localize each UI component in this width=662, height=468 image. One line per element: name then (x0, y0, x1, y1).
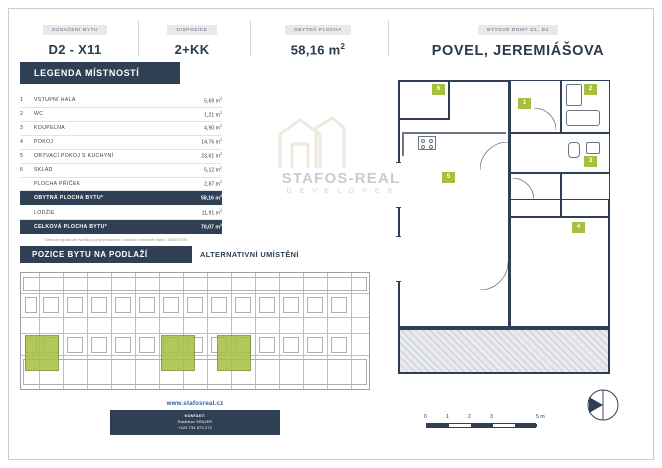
header-layout-value: 2+KK (174, 42, 210, 57)
table-row (20, 149, 222, 163)
footer-contact-label: KONTAKT: (184, 414, 206, 418)
legend-row-name: SKLAD (34, 163, 183, 177)
footer-contact (95, 400, 295, 435)
plan-shower-icon (566, 84, 582, 106)
table-row (20, 135, 222, 149)
legend-row-area: 4,90 $m^2$ (183, 121, 222, 135)
legend-row-num: 6 (20, 163, 34, 177)
header-unit-label: OZNAČENÍ BYTU (43, 25, 107, 35)
header-layout (142, 18, 242, 58)
floor-diagram-alt-unit[interactable] (217, 335, 251, 371)
header-building-label: BYTOVÉ DOMY D1, D2 (478, 25, 558, 35)
legend-row-area: 5,12 $m^2$ (183, 163, 222, 177)
floor-diagram-grid (21, 273, 369, 389)
legend-total-name: CELKOVÁ PLOCHA BYTU* (34, 220, 183, 234)
watermark-subtitle: D E V E L O P E R (286, 188, 396, 195)
legend-total-area: 70,07 $m^2$ (183, 220, 222, 234)
position-title: POZICE BYTU NA PODLAŽÍ (20, 246, 192, 263)
scale-tick-2: 2 (468, 414, 471, 420)
header-area-value: 58,16 $m^2$ (290, 42, 346, 58)
header-band (20, 18, 642, 58)
scale-tick-4: 5 m (536, 414, 545, 420)
scale-tick-0: 0 (424, 414, 427, 420)
plan-loggia-hatch (400, 330, 608, 372)
legend-row-area: 1,21 $m^2$ (183, 107, 222, 121)
legend-balcony-area: 11,91 $m^2$ (183, 206, 222, 220)
legend-row-num: 4 (20, 135, 34, 149)
plan-internal-wall-h3 (508, 216, 610, 218)
plan-kitchen-counter (402, 132, 506, 134)
position-alternative-label: ALTERNATIVNÍ UMÍSTĚNÍ (200, 250, 299, 259)
legend-row-area: 14,76 $m^2$ (183, 135, 222, 149)
plan-room-number-3: 3 (584, 156, 597, 167)
header-building (394, 18, 642, 58)
legend-row-name: WC (34, 107, 183, 121)
scale-bar (418, 414, 578, 434)
legend-balcony-num (20, 206, 34, 220)
plan-storage-wall-v (448, 80, 450, 120)
table-row (20, 177, 222, 191)
legend-note: *Zahrnuje výpočtu dle vyhlášky plochy je stanoven v souladu s nařízením vlády č. 366/2013 Sb. (44, 237, 189, 242)
plan-internal-wall-v3 (560, 174, 562, 218)
footer-contact-phone[interactable]: +420 734 873 272 (178, 426, 212, 430)
legend-row-area: 5,69 $m^2$ (183, 94, 222, 107)
legend-row-name: PLOCHA PŘÍČEK (34, 177, 183, 191)
table-row (20, 163, 222, 177)
plan-internal-wall-v2 (560, 80, 562, 134)
table-row (20, 121, 222, 135)
header-layout-label: DISPOZICE (167, 25, 216, 35)
plan-burner-icon (429, 145, 433, 149)
header-building-value: POVEL, JEREMIÁŠOVA (431, 43, 605, 59)
header-unit-value: D2 - X11 (48, 42, 102, 57)
floor-diagram-selected-unit[interactable] (25, 335, 59, 371)
plan-door-arc-icon (480, 262, 508, 290)
header-area-label: OBYTNÁ PLOCHA (285, 25, 351, 35)
plan-room-number-1: 1 (518, 98, 531, 109)
plan-internal-wall-h2 (508, 172, 610, 174)
plan-burner-icon (429, 139, 433, 143)
header-divider-3 (388, 20, 389, 56)
plan-room-number-6: 6 (432, 84, 445, 95)
footer-website-link[interactable]: www.stafosreal.cz (166, 400, 224, 407)
header-divider-1 (138, 20, 139, 56)
watermark-title: STAFOS-REAL (281, 170, 401, 187)
plan-kitchen-side (402, 134, 404, 156)
compass-icon (586, 388, 620, 422)
legend-row-num (20, 177, 34, 191)
legend-row-name: OBÝVACÍ POKOJ S KUCHYNÍ (34, 149, 183, 163)
legend-row-name: KOUPELNA (34, 121, 183, 135)
legend-balcony-row (20, 206, 222, 220)
header-divider-2 (250, 20, 251, 56)
legend-summary-num (20, 191, 34, 206)
legend-row-area: 23,61 $m^2$ (183, 149, 222, 163)
legend-total-row (20, 220, 222, 234)
legend-title: LEGENDA MÍSTNOSTÍ (20, 62, 180, 84)
legend-summary-row (20, 191, 222, 206)
plan-bathtub-icon (566, 110, 600, 126)
table-row (20, 94, 222, 107)
legend-row-num: 2 (20, 107, 34, 121)
plan-door-arc-icon (480, 142, 508, 170)
legend-row-num: 3 (20, 121, 34, 135)
table-row (20, 107, 222, 121)
header-unit (20, 18, 130, 58)
legend-row-name: VSTUPNÍ HALA (34, 94, 183, 107)
plan-burner-icon (421, 145, 425, 149)
position-bar (20, 246, 350, 263)
plan-toilet-icon (568, 142, 580, 158)
plan-room-number-4: 4 (572, 222, 585, 233)
header-area (256, 18, 380, 58)
legend-balcony-name: LODŽIE (34, 206, 183, 220)
legend-row-name: POKOJ (34, 135, 183, 149)
floor-diagram-alt-unit[interactable] (161, 335, 195, 371)
plan-door-arc-icon (512, 178, 534, 200)
plan-storage-wall-h (398, 118, 450, 120)
legend-table (20, 94, 222, 234)
plan-window (396, 162, 401, 208)
legend-row-num: 1 (20, 94, 34, 107)
scale-bar-track (426, 423, 536, 428)
plan-sink-icon (586, 142, 600, 154)
legend-summary-name: OBYTNÁ PLOCHA BYTU* (34, 191, 183, 206)
plan-internal-wall-h1 (508, 132, 610, 134)
legend-row-num: 5 (20, 149, 34, 163)
plan-door-arc-icon (534, 108, 556, 130)
plan-window (396, 236, 401, 282)
scale-tick-1: 1 (446, 414, 449, 420)
footer-contact-box (110, 410, 280, 435)
scale-tick-3: 3 (490, 414, 493, 420)
legend-row-area: 2,87 $m^2$ (183, 177, 222, 191)
plan-room-number-5: 5 (442, 172, 455, 183)
floor-position-diagram (20, 272, 370, 390)
apartment-plan (384, 66, 632, 396)
legend-total-num (20, 220, 34, 234)
plan-burner-icon (421, 139, 425, 143)
footer-contact-name: Rastislav SRAJER (177, 420, 213, 424)
legend-panel (20, 62, 222, 242)
plan-internal-wall-vertical (508, 80, 511, 328)
plan-room-number-2: 2 (584, 84, 597, 95)
legend-summary-area: 58,16 $m^2$ (183, 191, 222, 206)
